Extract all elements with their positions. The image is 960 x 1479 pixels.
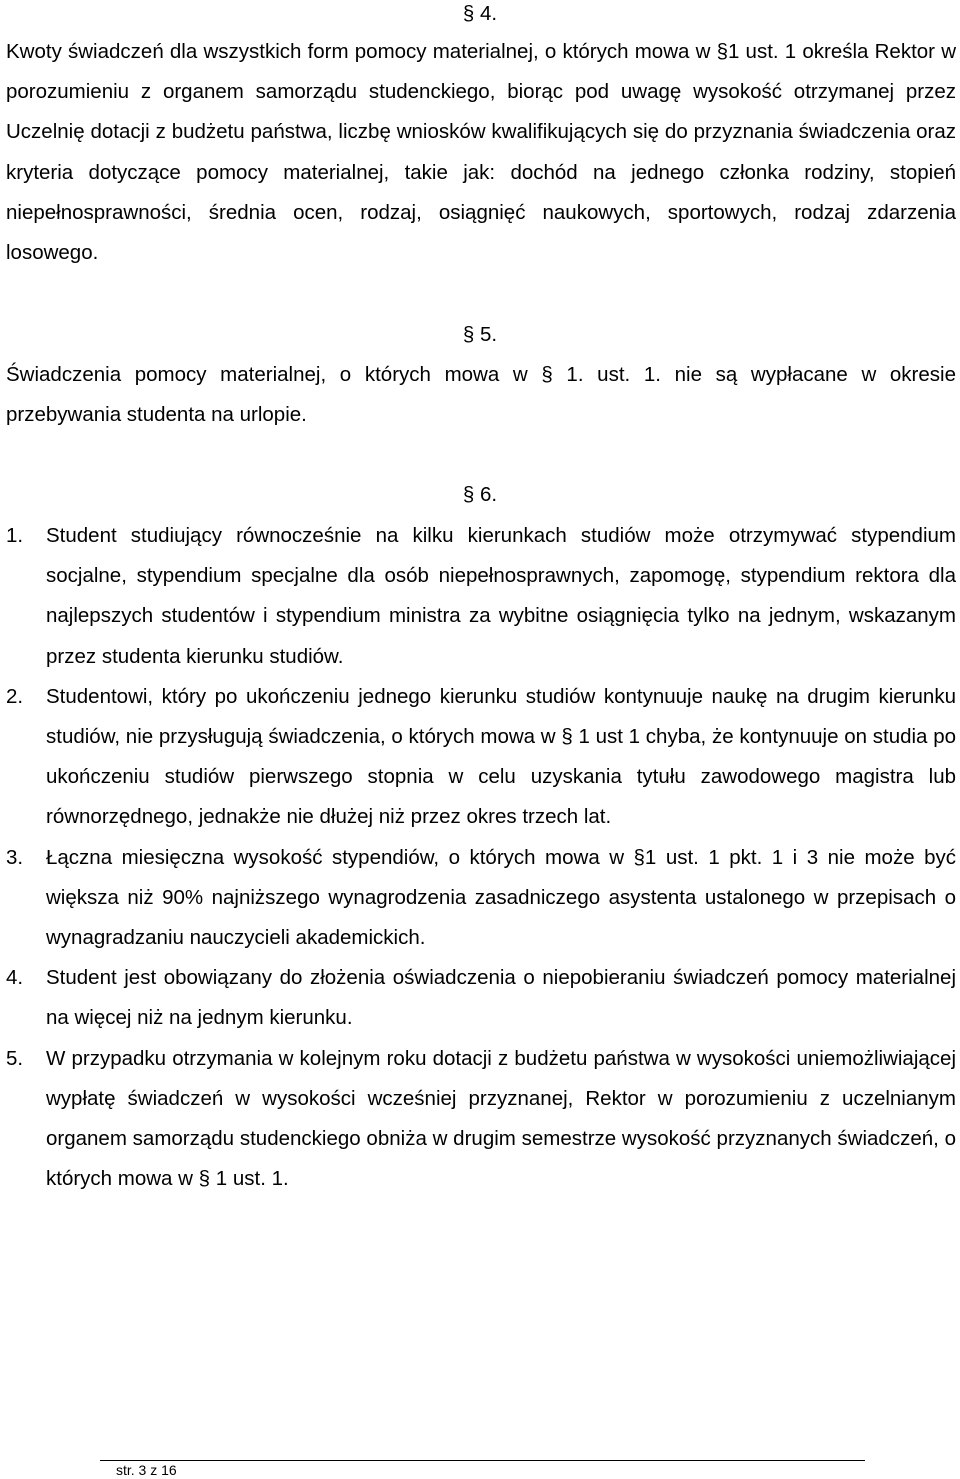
- section-6-heading: § 6.: [462, 483, 498, 506]
- footer-divider: [100, 1460, 865, 1461]
- page-number: str. 3 z 16: [116, 1462, 177, 1478]
- list-item-text: Łączna miesięczna wysokość stypendiów, o których mowa w §1 ust. 1 pkt. 1 i 3 nie może być większa niż 90% najniższego wynagrodzenia zasadniczego asystenta ustalonego w przepisach o wynagradzaniu nauczycieli akademickich.: [46, 845, 956, 950]
- list-item: [6, 838, 956, 959]
- page-footer: [0, 1460, 960, 1479]
- list-item-text: Studentowi, który po ukończeniu jednego kierunku studiów kontynuuje naukę na drugim kierunku studiów, nie przysługują świadczenia, o których mowa w § 1 ust 1 chyba, że kontynuuje on studia po ukończeniu studiów pierwszego stopnia w celu uzyskania tytułu zawodowego magistra lub równorzędnego, jednakże nie dłużej niż przez okres trzech lat.: [46, 684, 956, 829]
- section-5-heading: § 5.: [462, 323, 498, 346]
- list-item-number: 1.: [6, 524, 24, 547]
- list-item-text: Student studiujący równocześnie na kilku kierunkach studiów może otrzymywać stypendium socjalne, stypendium specjalne dla osób niepełnosprawnych, zapomogę, stypendium rektora dla najlepszych studentów i stypendium ministra za wybitne osiągnięcia tylko na jednym, wskazanym przez studenta kierunku studiów.: [46, 524, 956, 668]
- section-4-heading: § 4.: [462, 2, 498, 25]
- list-item-number: 5.: [6, 1046, 24, 1070]
- list-item-text: Student jest obowiązany do złożenia oświadczenia o niepobieraniu świadczeń pomocy materialnej na więcej niż na jednym kierunku.: [46, 966, 956, 1030]
- list-item: [6, 677, 956, 838]
- section-4-text: Kwoty świadczeń dla wszystkich form pomocy materialnej, o których mowa w §1 ust. 1 określa Rektor w porozumieniu z organem samorządu studenckiego, biorąc pod uwagę wysokość otrzymanej przez Uczelnię dotacji z budżetu państwa, liczbę wniosków kwalifikujących się do przyznania świadczenia oraz kryteria dotyczące pomocy materialnej, takie jak: dochód na jednego członka rodziny, stopień niepełnosprawności, średnia ocen, rodzaj, osiągnięć naukowych, sportowych, rodzaj zdarzenia losowego.: [6, 40, 956, 265]
- list-item-number: 3.: [6, 845, 24, 869]
- list-item-number: 2.: [6, 684, 24, 708]
- list-item-number: 4.: [6, 966, 24, 990]
- list-item-text: W przypadku otrzymania w kolejnym roku dotacji z budżetu państwa w wysokości uniemożliwiającej wypłatę świadczeń w wysokości wcześniej przyznanej, Rektor w porozumieniu z uczelnianym organem samorządu studenckiego obniża w drugim semestrze wysokość przyznanych świadczeń, o których mowa w § 1 ust. 1.: [46, 1046, 956, 1191]
- section-5-text: Świadczenia pomocy materialnej, o których mowa w § 1. ust. 1. nie są wypłacane w okresie przebywania studenta na urlopie.: [6, 363, 956, 427]
- list-item: [6, 516, 956, 677]
- list-item: [6, 1039, 956, 1200]
- section-6-list: [6, 516, 956, 1199]
- list-item: [6, 958, 956, 1038]
